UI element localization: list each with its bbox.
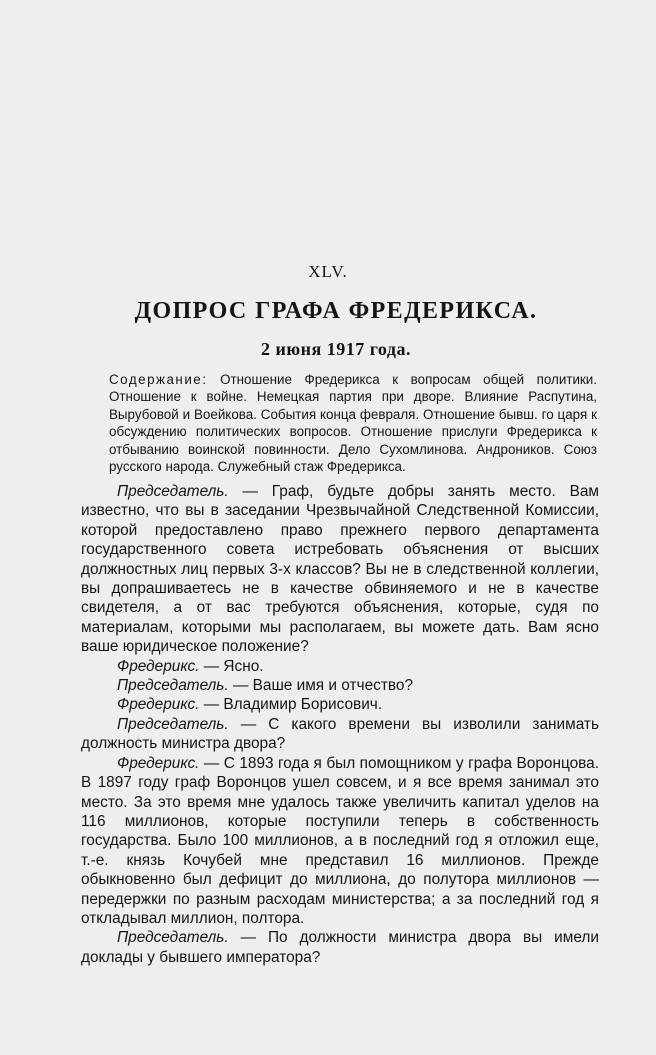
dialogue-paragraph: Председатель. — С какого времени вы изволили занимать должность министра двора? xyxy=(81,715,599,753)
dialogue-paragraph: Председатель. — Ваше имя и отчество? xyxy=(117,677,414,695)
dialogue-body xyxy=(81,482,599,967)
summary-text: Отношение Фредерикса к вопросам общей политики. Отношение к войне. Немецкая партия при дворе. Влияние Распутина, Вырубовой и Воейкова. События конца февраля. Отношение бывш. го царя к обсуждению политических вопросов. Отношение прислуги Фредерикса к отбыванию воинской повинности. Дело Сухомлинова. Андроников. Союз русского народа. Служебный стаж Фредерикса. xyxy=(109,372,597,475)
summary-label: Содержание: xyxy=(109,372,208,387)
speaker-name: Фредерикс. xyxy=(117,754,200,772)
speaker-name: Фредерикс. xyxy=(117,696,200,714)
speaker-name: Фредерикс. xyxy=(117,657,200,675)
interrogation-date: 2 июня 1917 года. xyxy=(260,339,412,359)
dialogue-text: Владимир Борисович. xyxy=(223,696,383,714)
dialogue-text: Ваше имя и отчество? xyxy=(252,677,414,695)
dialogue-paragraph: Председатель. — По должности министра двора вы имели доклады у бывшего императора? xyxy=(81,929,599,966)
dialogue-paragraph: Фредерикс. — Ясно. xyxy=(117,657,264,675)
dialogue-paragraph: Председатель. — Граф, будьте добры занять место. Вам известно, что вы в заседании Чрезвычайной Следственной Комиссии, которой предоставлено право прежнего первого департамента государственного совета истребовать объяснения от высших должностных лиц первых 3-х классов? Вы не в следственной коллегии, вы допрашиваетесь не в качестве обвиняемого и не в качестве свидетеля, а от вас требуются объяснения, которые, судя по материалам, которыми мы располагаем, вы можете дать. Вам ясно ваше юридическое положение? xyxy=(81,483,599,656)
dialogue-text: Ясно. xyxy=(223,657,264,675)
speaker-name: Председатель. xyxy=(117,483,229,500)
chapter-number: XLV. xyxy=(308,262,348,281)
dialogue-paragraph: Фредерикс. — Владимир Борисович. xyxy=(117,696,383,714)
speaker-name: Председатель. xyxy=(117,677,229,695)
dialogue-text: С какого времени вы изволили занимать должность министра двора? xyxy=(81,715,599,753)
speaker-name: Председатель. xyxy=(117,715,229,733)
contents-summary xyxy=(109,371,597,475)
speaker-name: Председатель. xyxy=(117,929,229,947)
dialogue-text: По должности министра двора вы имели доклады у бывшего императора? xyxy=(81,929,599,966)
dialogue-paragraph: Фредерикс. — С 1893 года я был помощником у графа Воронцова. В 1897 году граф Воронцов ушел совсем, и я все время занимал это место. За это время мне удалось также увеличить капитал уделов на 116 миллионов, которые поступили теперь в собственность государства. Было 100 миллионов, а в последний год я отложил еще, т.-е. князь Кочубей мне представил 16 миллионов. Прежде обыкновенно был дефицит до миллиона, до полутора миллионов — передержки по разным расходам министерства; а за последний год я откладывал миллион, полтора. xyxy=(81,754,599,927)
page-title: ДОПРОС ГРАФА ФРЕДЕРИКСА. xyxy=(134,298,538,324)
dialogue-text: С 1893 года я был помощником у графа Воронцова. В 1897 году граф Воронцов ушел совсем, и я все время занимал это место. За это время мне удалось также увеличить капитал уделов на 116 миллионов, которые поступили теперь в собственность государства. Было 100 миллионов, а в последний год я отложил еще, т.-е. князь Кочубей мне представил 16 миллионов. Прежде обыкновенно был дефицит до миллиона, до полутора миллионов — передержки по разным расходам министерства; а за последний год я откладывал миллион, полтора. xyxy=(81,754,599,927)
dialogue-text: Граф, будьте добры занять место. Вам известно, что вы в заседании Чрезвычайной Следственной Комиссии, которой предоставлено право прежнего первого департамента государственного совета истребовать объяснения от высших должностных лиц первых 3-х классов? Вы не в следственной коллегии, вы допрашиваетесь не в качестве обвиняемого и не в качестве свидетеля, а от вас требуются объяснения, которые, судя по материалам, которыми мы располагаем, вы можете дать. Вам ясно ваше юридическое положение? xyxy=(81,483,599,656)
